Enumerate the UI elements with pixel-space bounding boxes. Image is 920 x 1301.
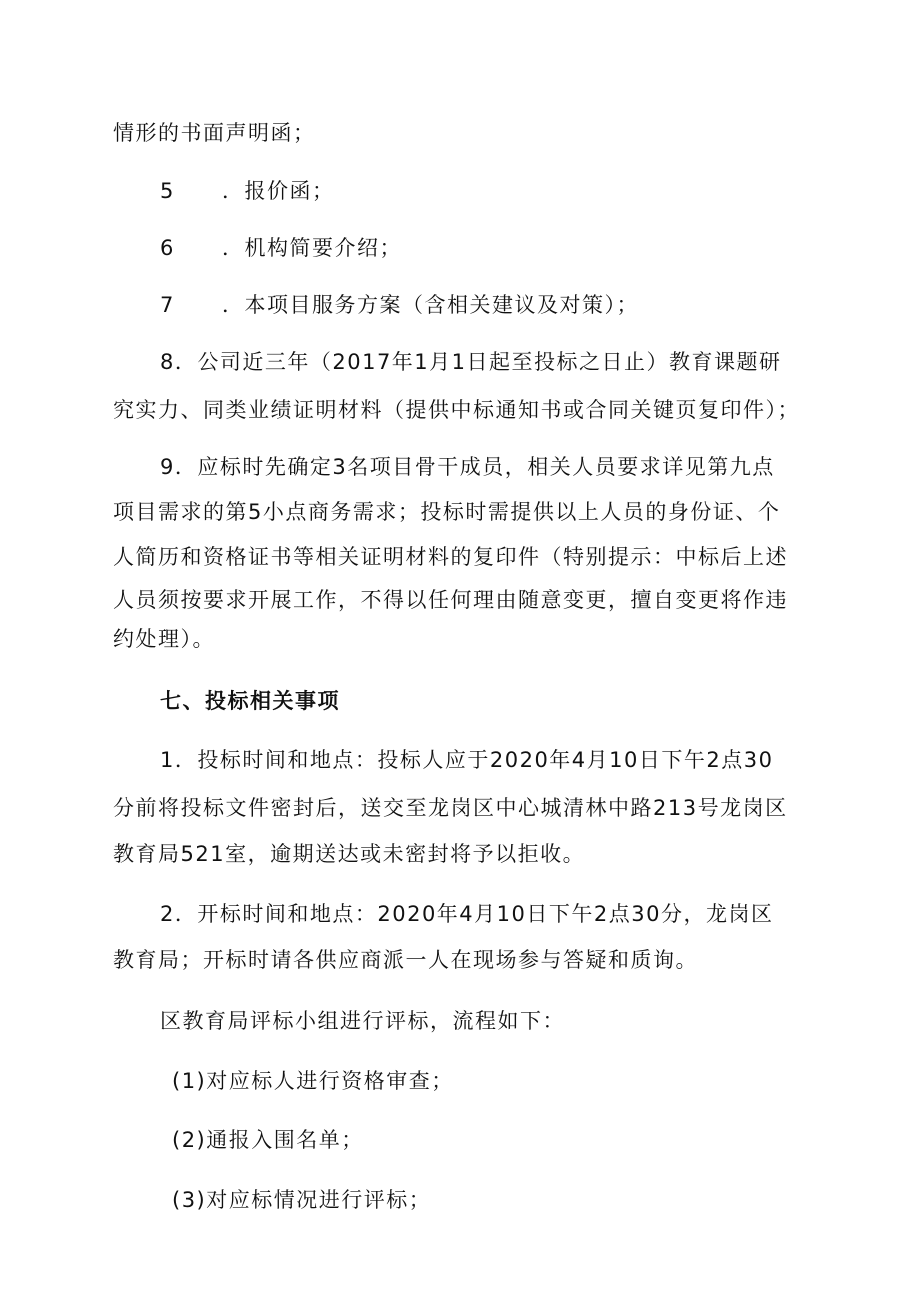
- section-item-2-line-1: 2．开标时间和地点：2020年4月10日下午2点30分，龙岗区: [160, 902, 774, 926]
- item-text: ．本项目服务方案（含相关建议及对策）；: [222, 293, 639, 317]
- list-item-9-line-2: 项目需求的第5小点商务需求；投标时需提供以上人员的身份证、个: [113, 500, 781, 524]
- list-item-8-line-1: 8．公司近三年（2017年1月1日起至投标之日止）教育课题研: [160, 350, 782, 374]
- item-text: ．报价函；: [222, 179, 335, 203]
- list-item-8-line-2: 究实力、同类业绩证明材料（提供中标通知书或合同关键页复印件）；: [113, 398, 800, 422]
- evaluation-step-1: (1)对应标人进行资格审查；: [172, 1069, 454, 1093]
- list-item-9-line-3: 人简历和资格证书等相关证明材料的复印件（特别提示：中标后上述: [113, 545, 788, 569]
- list-item-6: [160, 233, 402, 263]
- section-heading: 七、投标相关事项: [160, 689, 340, 713]
- list-item-7: [160, 290, 639, 320]
- evaluation-step-2: (2)通报入围名单；: [172, 1128, 364, 1152]
- list-item-9-line-4: 人员须按要求开展工作，不得以任何理由随意变更，擅自变更将作违: [113, 588, 788, 612]
- item-number: 5: [160, 179, 175, 203]
- item-text: ．机构简要介绍；: [222, 236, 402, 260]
- section-item-1-line-3: 教育局521室，逾期送达或未密封将予以拒收。: [113, 842, 586, 866]
- item-number: 6: [160, 236, 175, 260]
- list-item-9-line-5: 约处理）。: [113, 627, 215, 651]
- item-number: 7: [160, 293, 175, 317]
- list-item-9-line-1: 9．应标时先确定3名项目骨干成员，相关人员要求详见第九点: [160, 455, 775, 479]
- list-item-5: [160, 176, 335, 206]
- continuation-line: 情形的书面声明函；: [113, 121, 316, 145]
- section-item-1-line-2: 分前将投标文件密封后，送交至龙岗区中心城清林中路213号龙岗区: [113, 796, 788, 820]
- section-item-2-line-2: 教育局；开标时请各供应商派一人在现场参与答疑和质询。: [113, 948, 698, 972]
- section-item-1-line-1: 1．投标时间和地点：投标人应于2020年4月10日下午2点30: [160, 748, 774, 772]
- evaluation-step-3: (3)对应标情况进行评标；: [172, 1188, 432, 1212]
- evaluation-intro: 区教育局评标小组进行评标，流程如下：: [160, 1009, 565, 1033]
